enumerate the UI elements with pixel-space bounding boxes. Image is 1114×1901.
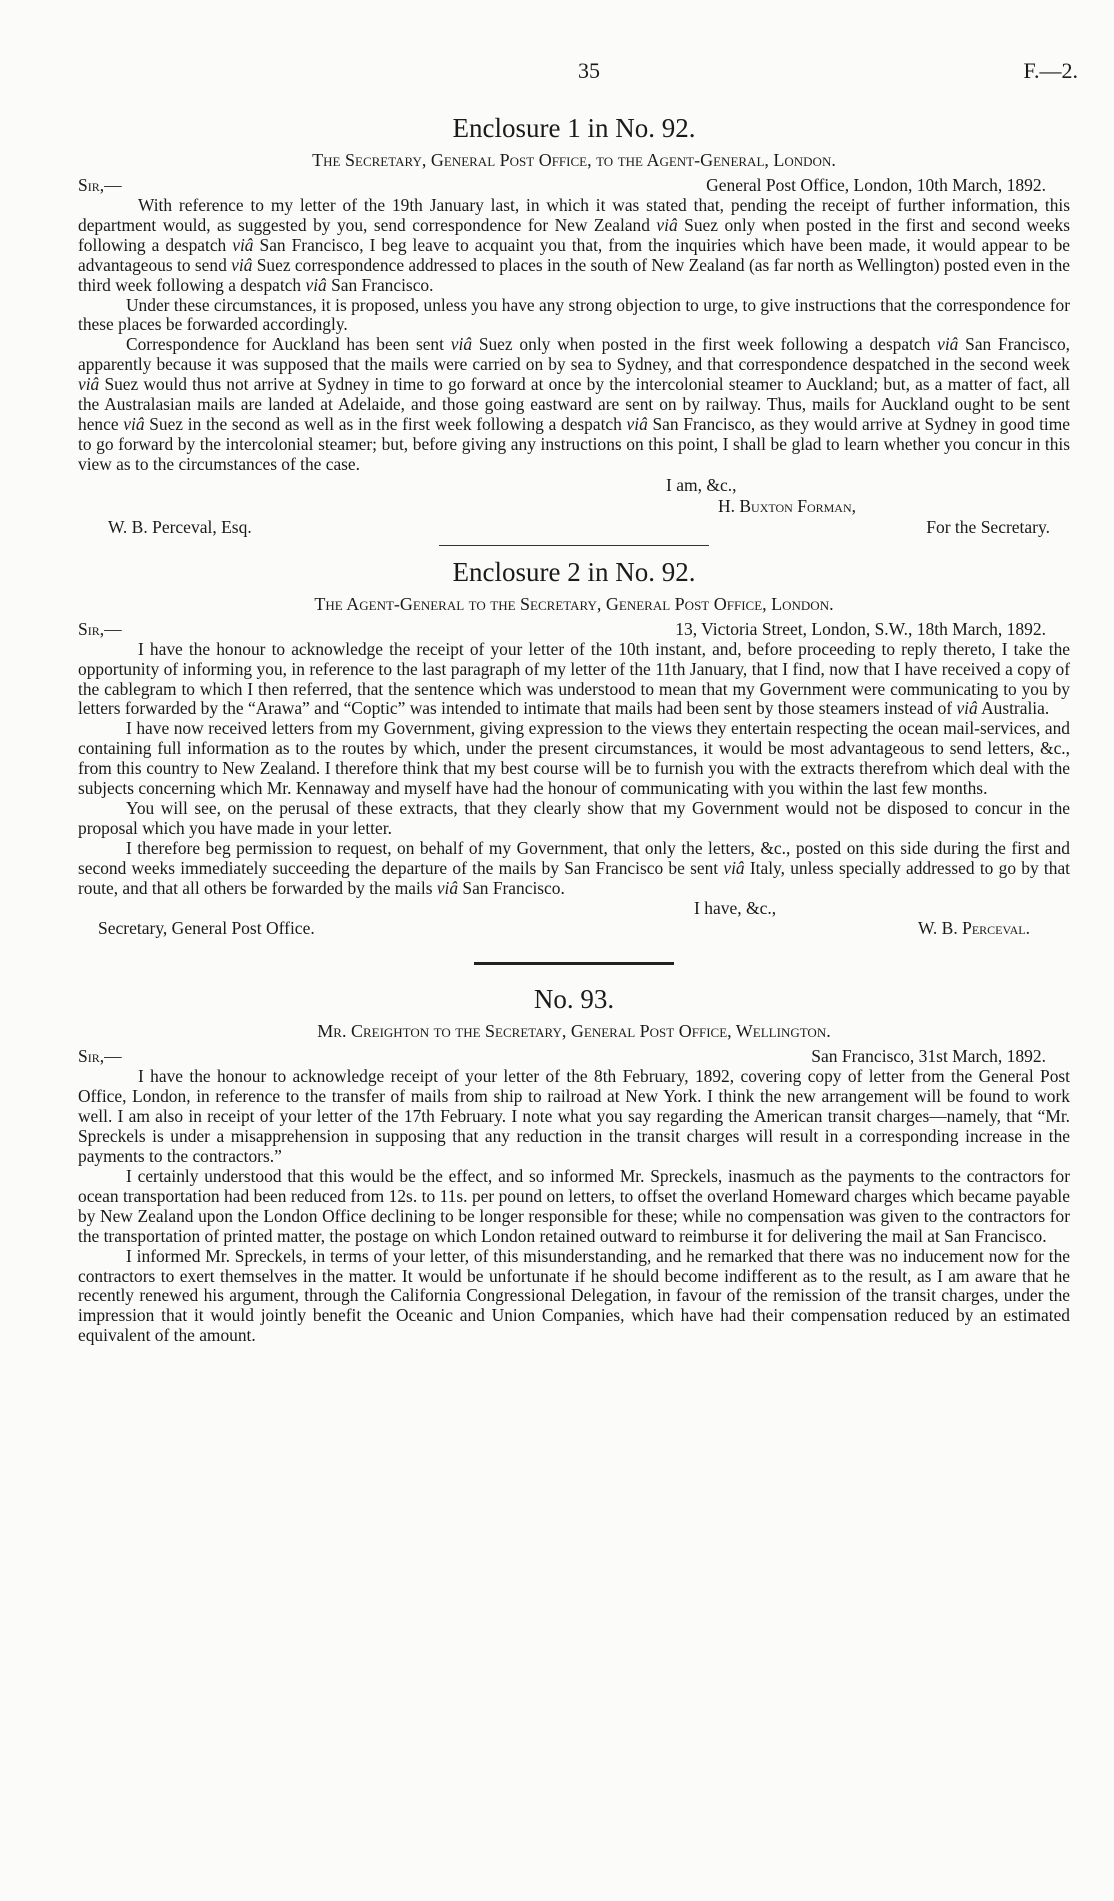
page-number: 35 <box>578 58 600 83</box>
enclosure-1 <box>78 112 1070 546</box>
signature-block <box>78 898 1070 942</box>
paragraph: I have the honour to acknowledge the receipt of your letter of the 10th instant, and, before proceeding to reply thereto, I take the opportunity of informing you, in reference to the last paragraph of my letter of the 11th January, that I find, now that I have received a copy of the cablegram to which I then referred, that the sentence which was understood to mean that my Government were communicating to you by letters forwarded by the “Arawa” and “Coptic” was intended to intimate that mails had been sent by those steamers instead of viâ Australia. <box>78 638 1070 719</box>
paragraph: I have the honour to acknowledge receipt of your letter of the 8th February, 1892, covering copy of letter from the General Post Office, London, in reference to the transfer of mails from ship to railroad at New York. I think the new arrangement will be found to work well. I am also in receipt of your letter of the 17th February. I note what you say regarding the American transit charges—namely, that “Mr. Spreckels is under a misapprehension in supposing that any reduction in the transit charges will result in a corresponding increase in the payments to the contractors.” <box>78 1066 1070 1167</box>
letter-no-93 <box>78 983 1070 1346</box>
salutation: Sir,— <box>78 618 122 639</box>
signer-name: W. B. Perceval. <box>918 918 1030 939</box>
date-line: San Francisco, 31st March, 1892. <box>811 1046 1046 1067</box>
running-head <box>0 58 1114 88</box>
paragraph: I informed Mr. Spreckels, in terms of your letter, of this misunderstanding, and he remarked that there was no inducement now for the contractors to exert themselves in the matter. It would be unfortunate if he should become indifferent as to the result, as I am aware that he recently renewed his argument, through the California Congressional Delegation, in favour of the remission of the transit charges, under the impression that it would jointly benefit the Oceanic and Union Companies, which have had their compensation reduced by an estimated equivalent of the amount. <box>78 1245 1070 1346</box>
signer-name: H. Buxton Forman, <box>718 495 856 516</box>
paragraph: Under these circumstances, it is proposed, unless you have any strong objection to urge, to give instructions that the correspondence for these places be forwarded accordingly. <box>78 294 1070 335</box>
date-line: 13, Victoria Street, London, S.W., 18th March, 1892. <box>675 618 1046 639</box>
enclosure-2-address: The Agent-General to the Secretary, General Post Office, London. <box>314 593 834 614</box>
enclosure-1-title: Enclosure 1 in No. 92. <box>452 113 696 143</box>
paragraph: I have now received letters from my Government, giving expression to the views they entertain respecting the ocean mail-services, and containing full information as to the routes by which, under the present circumstances, it would be most advantageous to send letters, &c., from this country to New Zealand. I therefore think that my best course will be to furnish you with the extracts therefrom which deal with the subjects concerning which Mr. Kennaway and myself have had the honour of communicating with you within the last few months. <box>78 718 1070 799</box>
text-column <box>78 112 1070 1346</box>
salutation: Sir,— <box>78 1046 122 1067</box>
paragraph: I certainly understood that this would be the effect, and so informed Mr. Spreckels, inasmuch as the payments to the contractors for ocean transportation had been reduced from 12s. to 11s. per pound on letters, to offset the overland Homeward charges which became payable by New Zealand upon the London Office declining to be longer responsible for these; while no compensation was given to the contractors for the transportation of printed matter, the postage on which London retained outward to reimburse it for delivering the mail at San Francisco. <box>78 1166 1070 1246</box>
enclosure-2-dateline <box>78 618 1070 640</box>
enclosure-2-title: Enclosure 2 in No. 92. <box>452 556 696 587</box>
letter-dateline <box>78 1045 1070 1067</box>
closing: I am, &c., <box>666 474 737 495</box>
section-divider <box>439 545 709 546</box>
addressee: Secretary, General Post Office. <box>98 918 315 939</box>
document-reference: F.—2. <box>1023 58 1078 83</box>
signer-role: For the Secretary. <box>926 516 1050 537</box>
paragraph: Correspondence for Auckland has been sent viâ Suez only when posted in the first week following a despatch viâ San Francisco, apparently because it was supposed that the mails were carried on by sea to Sydney, and that correspondence despatched in the second week viâ Suez would thus not arrive at Sydney in time to go forward at once by the intercolonial steamer to Auckland; but, as a matter of fact, all the Australasian mails are landed at Adelaide, and those going eastward are sent on by railway. Thus, mails for Auckland ought to be sent hence viâ Suez in the second as well as in the first week following a despatch viâ San Francisco, as they would arrive at Sydney in good time to go forward by the intercolonial steamer; but, before giving any instructions on this point, I shall be glad to learn whether you concur in this view as to the circumstances of the case. <box>78 334 1070 474</box>
enclosure-1-address: The Secretary, General Post Office, to the Agent-General, London. <box>312 150 836 170</box>
enclosure-2 <box>78 556 1070 966</box>
addressee: W. B. Perceval, Esq. <box>108 516 252 537</box>
salutation: Sir,— <box>78 175 122 195</box>
paragraph: With reference to my letter of the 19th January last, in which it was stated that, pending the receipt of further information, this department would, as suggested by you, send correspondence for New Zealand viâ Suez only when posted in the first and second weeks following a despatch viâ San Francisco, I beg leave to acquaint you that, from the inquiries which have been made, it would appear to be advantageous to send viâ Suez correspondence addressed to places in the south of New Zealand (as far north as Wellington) posted even in the third week following a despatch viâ San Francisco. <box>78 195 1070 295</box>
section-divider <box>474 962 674 965</box>
letter-title: No. 93. <box>533 984 615 1015</box>
enclosure-1-dateline <box>78 174 1070 196</box>
paragraph: You will see, on the perusal of these extracts, that they clearly show that my Government would not be disposed to concur in the proposal which you have made in your letter. <box>78 797 1070 838</box>
date-line: General Post Office, London, 10th March, 1892. <box>706 175 1046 195</box>
signature-block <box>78 475 1070 541</box>
closing: I have, &c., <box>694 898 777 919</box>
letter-address: Mr. Creighton to the Secretary, General Post Office, Wellington. <box>317 1021 831 1042</box>
paragraph: I therefore beg permission to request, on behalf of my Government, that only the letters, &c., posted on this side during the first and second weeks immediately succeeding the departure of the mails by San Francisco be sent viâ Italy, unless specially addressed to go by that route, and that all others be forwarded by the mails viâ San Francisco. <box>78 837 1070 898</box>
